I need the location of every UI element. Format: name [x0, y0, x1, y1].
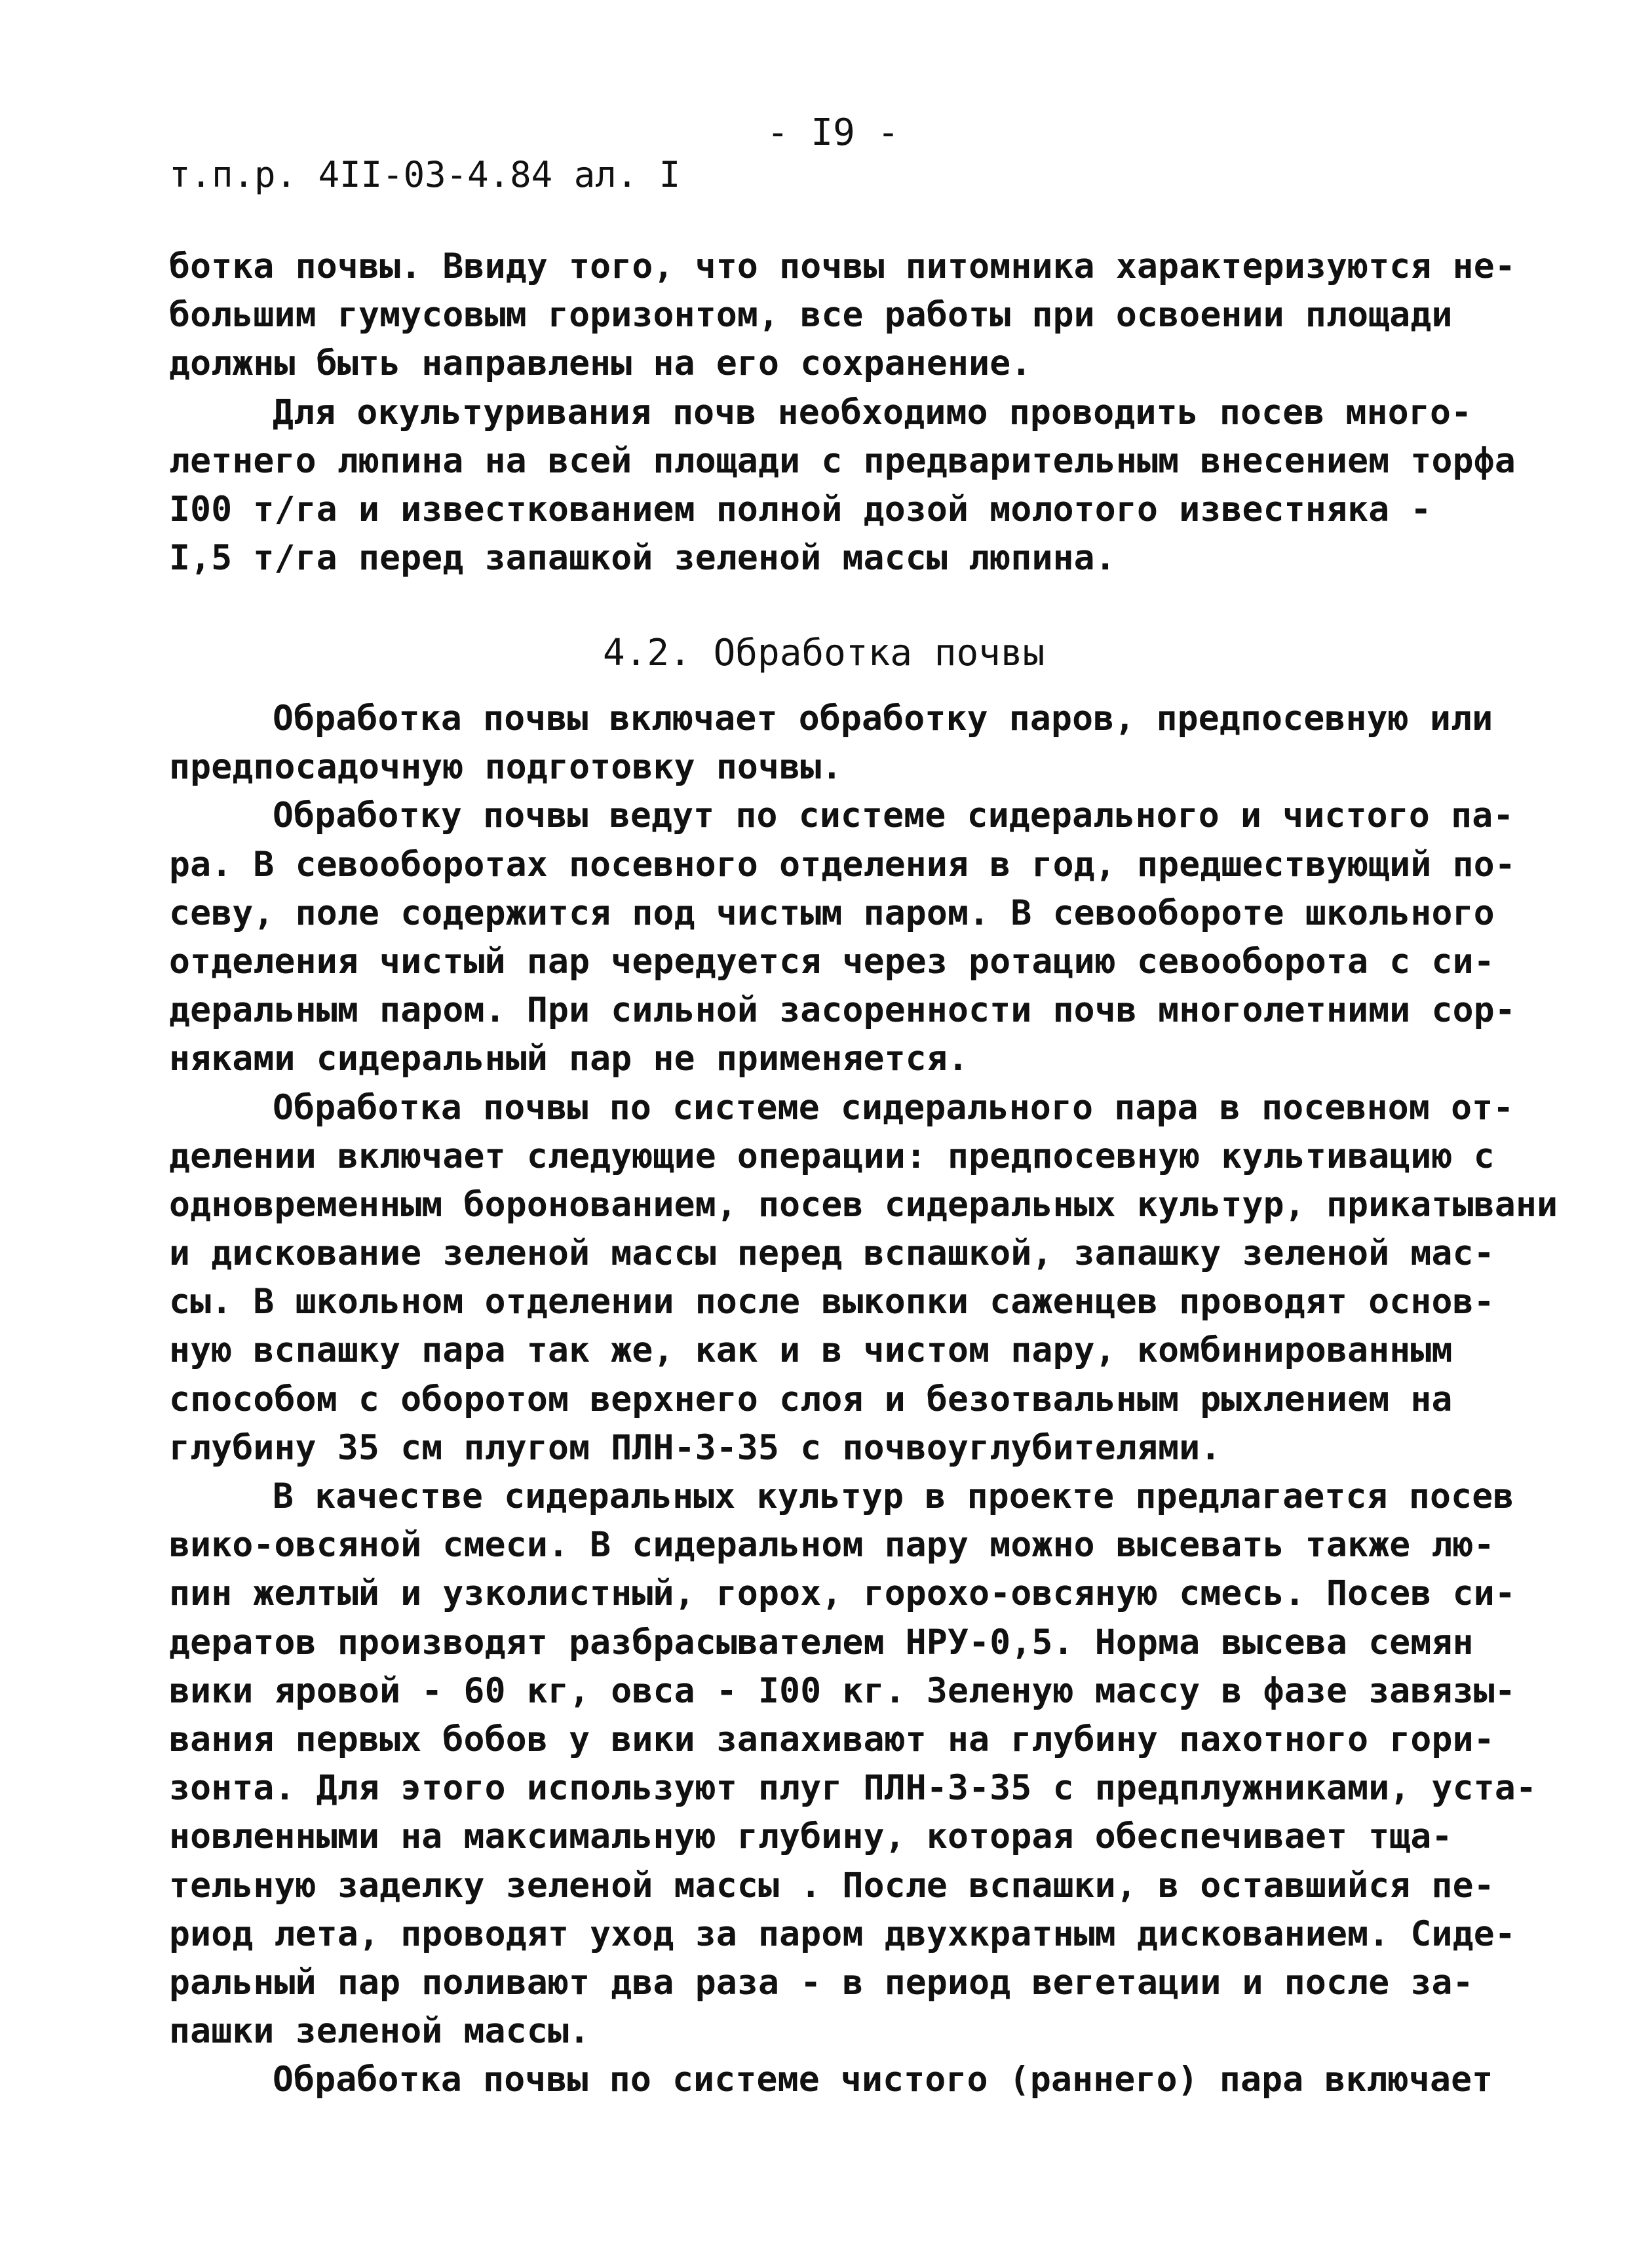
- text-line: летнего люпина на всей площади с предварительным внесением торфа: [169, 440, 1516, 481]
- text-line: вико-овсяной смеси. В сидеральном пару можно высевать также лю-: [169, 1525, 1495, 1566]
- section-heading: 4.2. Обработка почвы: [603, 632, 1045, 674]
- text-line: вания первых бобов у вики запахивают на глубину пахотного гори-: [169, 1719, 1495, 1759]
- text-line: ра. В севооборотах посевного отделения в год, предшествующий по-: [169, 844, 1516, 885]
- text-line: тельную заделку зеленой массы . После вспашки, в оставшийся пе-: [169, 1865, 1495, 1906]
- text-line: I,5 т/га перед запашкой зеленой массы люпина.: [169, 538, 1116, 579]
- section-2-text: [169, 695, 1558, 2104]
- text-line: должны быть направлены на его сохранение.: [169, 343, 1032, 384]
- text-line: риод лета, проводят уход за паром двухкратным дискованием. Сиде-: [169, 1913, 1516, 1954]
- text-line: пашки зеленой массы.: [169, 2011, 590, 2052]
- text-line: пин желтый и узколистный, горох, горохо-овсяную смесь. Посев си-: [169, 1573, 1516, 1614]
- text-line: способом с оборотом верхнего слоя и безотвальным рыхлением на: [169, 1379, 1453, 1419]
- text-line: севу, поле содержится под чистым паром. В севообороте школьного: [169, 893, 1495, 933]
- text-line: Обработка почвы включает обработку паров, предпосевную или: [273, 699, 1493, 739]
- text-line: зонта. Для этого используют плуг ПЛН-3-35 с предплужниками, уста-: [169, 1768, 1537, 1809]
- text-line: предпосадочную подготовку почвы.: [169, 747, 843, 788]
- text-line: деральным паром. При сильной засоренности почв многолетними сор-: [169, 990, 1516, 1031]
- text-line: В качестве сидеральных культур в проекте предлагается посев: [273, 1476, 1514, 1516]
- text-line: Обработку почвы ведут по системе сидерального и чистого па-: [273, 796, 1514, 836]
- text-line: Для окультуривания почв необходимо проводить посев много-: [273, 392, 1472, 432]
- text-line: ботка почвы. Ввиду того, что почвы питомника характеризуются не-: [169, 246, 1516, 286]
- text-line: новленными на максимальную глубину, которая обеспечивает тща-: [169, 1816, 1453, 1857]
- text-line: дератов производят разбрасывателем НРУ-0,5. Норма высева семян: [169, 1622, 1474, 1663]
- text-line: одновременным боронованием, посев сидеральных культур, прикатывани: [169, 1184, 1558, 1225]
- section-1-text: [169, 242, 1516, 583]
- page-number: - I9 -: [767, 111, 900, 154]
- text-line: делении включает следующие операции: предпосевную культивацию с: [169, 1136, 1495, 1176]
- text-line: вики яровой - 60 кг, овса - I00 кг. Зеленую массу в фазе завязы-: [169, 1670, 1516, 1711]
- text-line: глубину 35 см плугом ПЛН-3-35 с почвоуглубителями.: [169, 1427, 1221, 1468]
- text-line: няками сидеральный пар не применяется.: [169, 1039, 969, 1079]
- document-code: т.п.р. 4II-03-4.84 ал. I: [169, 154, 681, 195]
- text-line: ральный пар поливают два раза - в период вегетации и после за-: [169, 1962, 1474, 2003]
- text-line: I00 т/га и известкованием полной дозой молотого известняка -: [169, 489, 1432, 529]
- text-line: и дискование зеленой массы перед вспашкой, запашку зеленой мас-: [169, 1233, 1495, 1274]
- text-line: Обработка почвы по системе сидерального пара в посевном от-: [273, 1087, 1514, 1128]
- text-line: ную вспашку пара так же, как и в чистом пару, комбинированным: [169, 1330, 1453, 1371]
- text-line: отделения чистый пар чередуется через ротацию севооборота с си-: [169, 941, 1495, 982]
- text-line: Обработка почвы по системе чистого (раннего) пара включает: [273, 2060, 1493, 2100]
- text-line: сы. В школьном отделении после выкопки саженцев проводят основ-: [169, 1282, 1495, 1322]
- text-line: большим гумусовым горизонтом, все работы при освоении площади: [169, 295, 1453, 336]
